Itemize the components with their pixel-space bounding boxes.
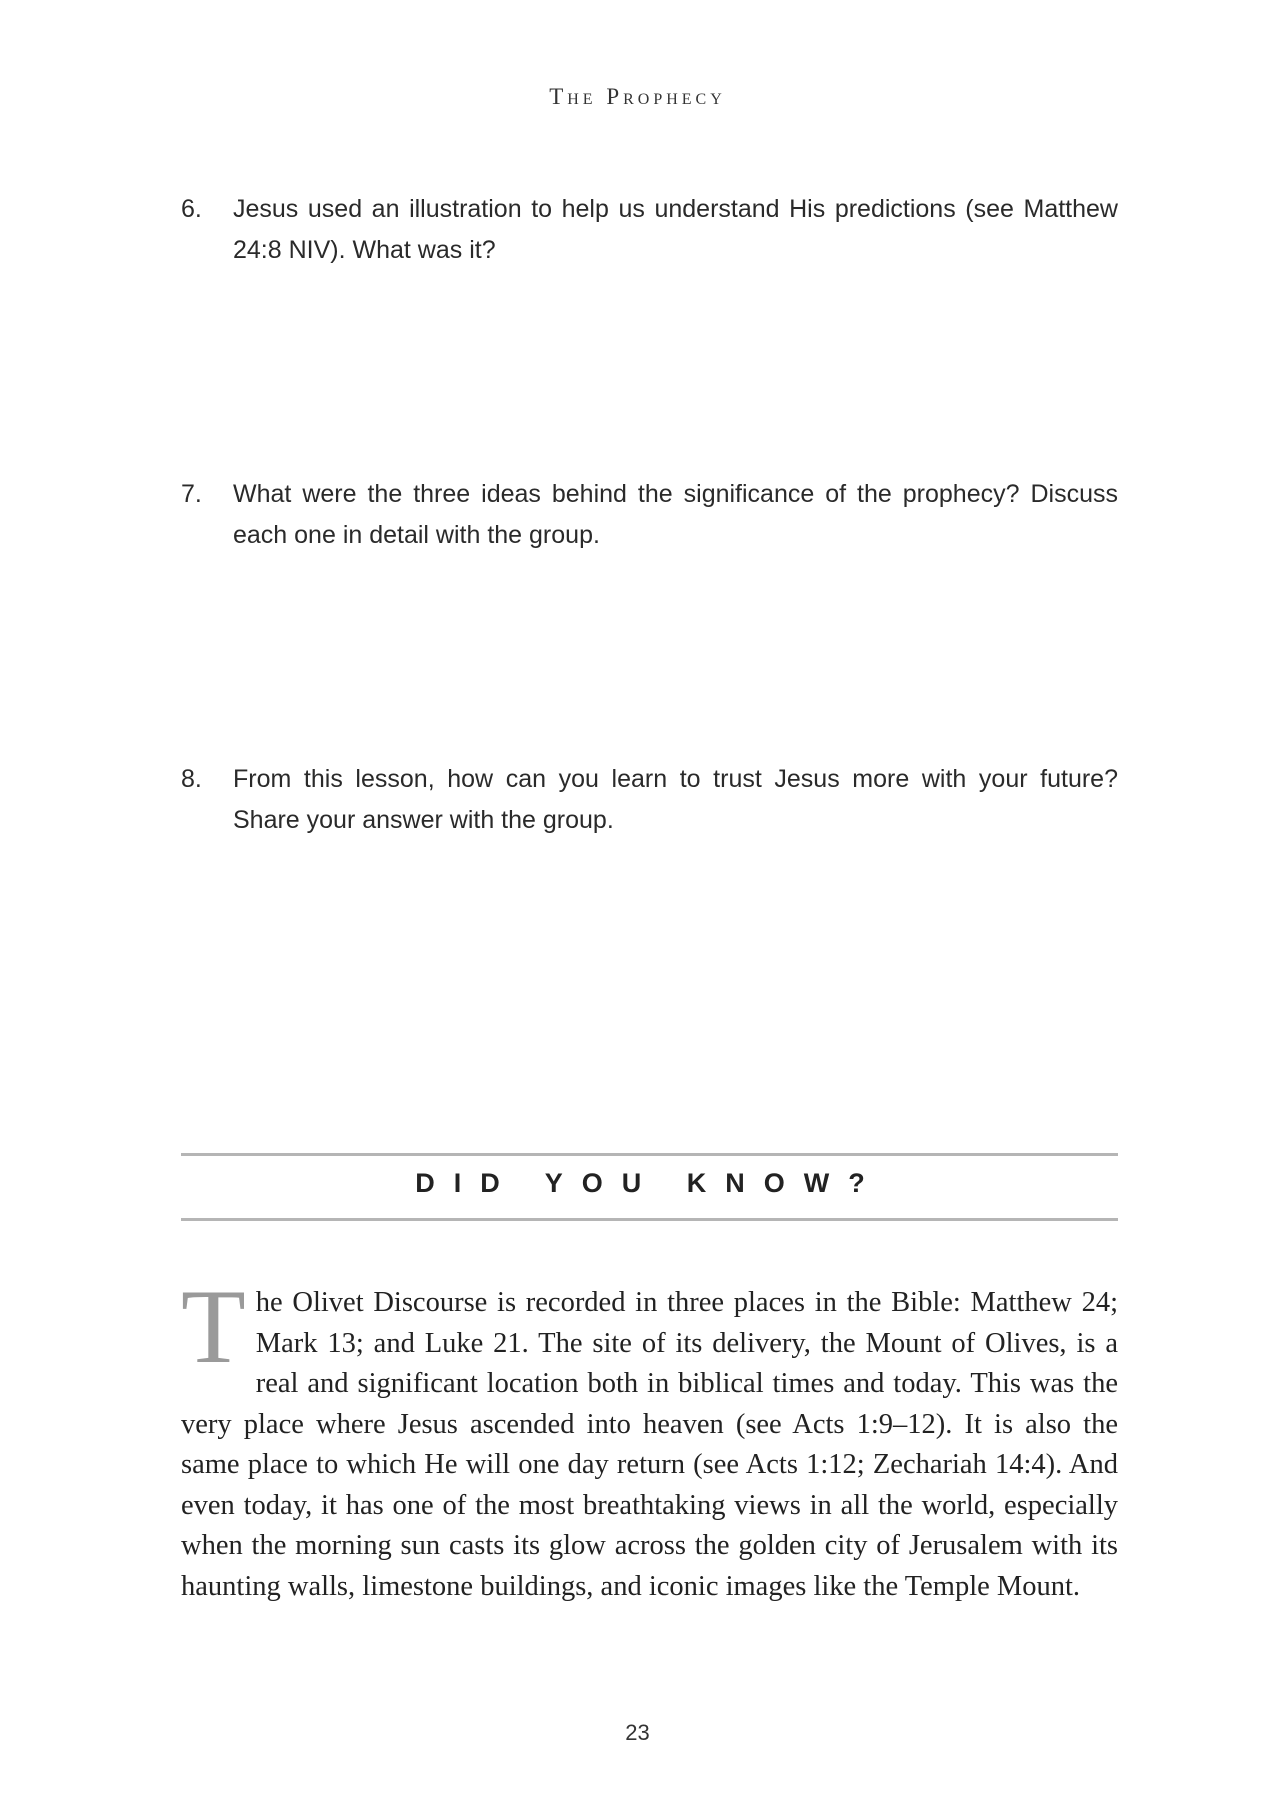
question-number: 6. <box>181 195 202 223</box>
question-6 <box>181 189 1118 271</box>
sidebar-top-rule <box>181 1153 1118 1156</box>
sidebar-heading: DID YOU KNOW? <box>415 1168 884 1198</box>
drop-cap: T <box>181 1268 246 1385</box>
question-text: From this lesson, how can you learn to trust Jesus more with your future? Share your answer with the group. <box>233 765 1118 834</box>
question-number: 7. <box>181 480 202 508</box>
question-number: 8. <box>181 765 202 793</box>
sidebar-body <box>181 1268 1118 1607</box>
page-number: 23 <box>625 1720 650 1745</box>
question-text: Jesus used an illustration to help us understand His predictions (see Matthew 24:8 NIV). What was it? <box>233 195 1118 264</box>
sidebar-text: he Olivet Discourse is recorded in three places in the Bible: Matthew 24; Mark 13; and Luke 21. The site of its delivery, the Mount of Olives, is a real and significant location both in biblical times and today. This was the very place where Jesus ascended into heaven (see Acts 1:9–12). It is also the same place to which He will one day return (see Acts 1:12; Zechariah 14:4). And even today, it has one of the most breathtaking views in all the world, especially when the morning sun casts its glow across the golden city of Jerusalem with its haunting walls, limestone buildings, and iconic images like the Temple Mount. <box>181 1287 1118 1602</box>
sidebar-bottom-rule <box>181 1218 1118 1221</box>
question-text: What were the three ideas behind the significance of the prophecy? Discuss each one in detail with the group. <box>233 480 1118 549</box>
question-8 <box>181 759 1118 841</box>
running-head: The Prophecy <box>549 84 726 109</box>
question-7 <box>181 474 1118 556</box>
